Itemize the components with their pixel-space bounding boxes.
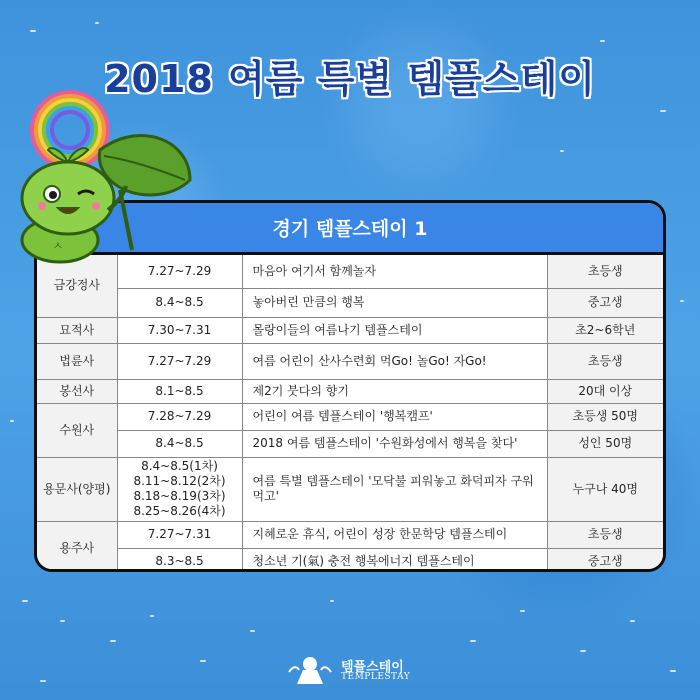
- temple-name: 용문사(양평): [37, 457, 117, 521]
- panel-header: 경기 템플스테이 1: [37, 203, 663, 255]
- table-row: [37, 521, 663, 548]
- program-cell: 2018 여름 템플스테이 '수원화성에서 행복을 찾다': [242, 430, 547, 457]
- table-row: [37, 457, 663, 521]
- program-cell: 몰랑이들의 여름나기 템플스테이: [242, 317, 547, 343]
- svg-text:ㅅ: ㅅ: [52, 239, 64, 253]
- program-cell: 마음아 여기서 함께놀자: [242, 255, 547, 288]
- target-cell: 20대 이상: [547, 379, 663, 403]
- date-cell: 7.28~7.29: [117, 403, 242, 430]
- templestay-logo: [285, 650, 425, 690]
- page-title: 2018 여름 특별 템플스테이: [104, 57, 596, 101]
- date-line: 8.25~8.26(4차): [133, 504, 226, 518]
- date-line: 8.11~8.12(2차): [133, 474, 226, 488]
- target-cell: 초등생 50명: [547, 403, 663, 430]
- date-cell: 7.30~7.31: [117, 317, 242, 343]
- target-cell: 중고생: [547, 288, 663, 317]
- target-cell: 초2~6학년: [547, 317, 663, 343]
- sprout-mascot-icon: [0, 90, 200, 270]
- target-cell: 초등생: [547, 521, 663, 548]
- date-cell: 8.3~8.5: [117, 548, 242, 572]
- date-cell: 7.27~7.31: [117, 521, 242, 548]
- table-row: [37, 343, 663, 379]
- program-cell: 어린이 여름 템플스테이 '행복캠프': [242, 403, 547, 430]
- date-line: 8.18~8.19(3차): [133, 489, 226, 503]
- program-cell: 청소년 기(氣) 충전 행복에너지 템플스테이: [242, 548, 547, 572]
- temple-name: 법륜사: [37, 343, 117, 379]
- table-row: [37, 317, 663, 343]
- temple-name: 금강정사: [37, 255, 117, 317]
- target-cell: 초등생: [547, 343, 663, 379]
- target-cell: 중고생: [547, 548, 663, 572]
- table-row: [37, 288, 663, 317]
- program-cell: 여름 어린이 산사수련회 먹Go! 놀Go! 자Go!: [242, 343, 547, 379]
- temple-name: 봉선사: [37, 379, 117, 403]
- temple-name: 용주사: [37, 521, 117, 572]
- date-cell: 8.4~8.5: [117, 288, 242, 317]
- program-cell: 놓아버린 만큼의 행복: [242, 288, 547, 317]
- temple-name: 묘적사: [37, 317, 117, 343]
- target-cell: 성인 50명: [547, 430, 663, 457]
- schedule-table: [37, 255, 663, 572]
- date-cell: 8.4~8.5: [117, 430, 242, 457]
- table-row: [37, 379, 663, 403]
- program-cell: 제2기 붓다의 향기: [242, 379, 547, 403]
- table-row: [37, 548, 663, 572]
- target-cell: 누구나 40명: [547, 457, 663, 521]
- date-cell-multi: [117, 457, 242, 521]
- program-cell: 지혜로운 휴식, 어린이 성장 한문학당 템플스테이: [242, 521, 547, 548]
- logo-subtext: TEMPLESTAY: [341, 672, 411, 682]
- date-cell: 7.27~7.29: [117, 255, 242, 288]
- date-cell: 8.1~8.5: [117, 379, 242, 403]
- logo-text: 템플스테이: [341, 660, 404, 675]
- templestay-logo-icon: [285, 650, 335, 686]
- temple-name: 수원사: [37, 403, 117, 457]
- table-row: [37, 403, 663, 430]
- date-cell: 7.27~7.29: [117, 343, 242, 379]
- target-cell: 초등생: [547, 255, 663, 288]
- table-row: [37, 430, 663, 457]
- date-line: 8.4~8.5(1차): [141, 459, 218, 473]
- program-cell: 여름 특별 템플스테이 '모닥불 피워놓고 화덕피자 구워먹고': [242, 457, 547, 521]
